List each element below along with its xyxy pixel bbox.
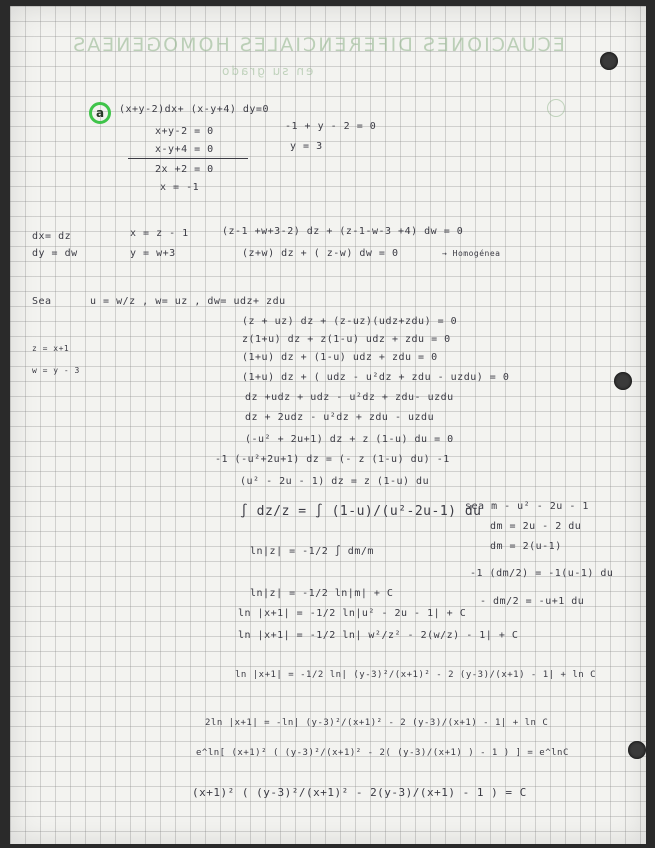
margin-z: z = x+1	[32, 344, 70, 353]
sea-definition: u = w/z , w= uz , dw= udz+ zdu	[90, 296, 286, 307]
side-line-3: dm = 2(u-1)	[490, 541, 562, 552]
problem-label: a	[95, 106, 105, 120]
work-line-6: dz + 2udz - u²dz + zdu - uzdu	[245, 412, 435, 423]
work-line-7: (-u² + 2u+1) dz + z (1-u) du = 0	[245, 434, 454, 445]
bleed-through-circle	[547, 99, 565, 117]
work-line-15: ln |x+1| = -1/2 ln| (y-3)²/(x+1)² - 2 (y-3)/(x+1) - 1| + ln C	[235, 670, 597, 680]
subst-x: x = z - 1	[130, 228, 189, 239]
work-line-17: e^ln[ (x+1)² ( (y-3)²/(x+1)² - 2( (y-3)/(x+1) ) - 1 ) ] = e^lnC	[196, 748, 569, 758]
side-line-5: - dm/2 = -u+1 du	[480, 596, 585, 607]
bleed-through-subtitle: en su grado	[220, 64, 314, 78]
subst-simplified: (z+w) dz + ( z-w) dw = 0	[242, 248, 399, 259]
margin-w: w = y - 3	[32, 366, 80, 375]
system-line-3: 2x +2 = 0	[155, 164, 214, 175]
side-line-1: sea m - u² - 2u - 1	[465, 501, 589, 512]
subst-equation: (z-1 +w+3-2) dz + (z-1-w-3 +4) dw = 0	[222, 226, 464, 237]
system-line-4: x = -1	[160, 182, 200, 193]
subst-y: y = w+3	[130, 248, 176, 259]
work-line-3: (1+u) dz + (1-u) udz + zdu = 0	[242, 352, 438, 363]
punch-hole-bottom	[628, 741, 646, 759]
work-line-4: (1+u) dz + ( udz - u²dz + zdu - uzdu) = 0	[242, 372, 510, 383]
punch-hole-top	[600, 52, 618, 70]
system-right-2: y = 3	[290, 141, 323, 152]
side-line-4: -1 (dm/2) = -1(u-1) du	[470, 568, 614, 579]
subst-dx: dx= dz	[32, 231, 72, 242]
work-line-18: (x+1)² ( (y-3)²/(x+1)² - 2(y-3)/(x+1) - 1 ) = C	[192, 786, 527, 799]
problem-equation: (x+y-2)dx+ (x-y+4) dy=0	[119, 104, 269, 115]
work-line-5: dz +udz + udz - u²dz + zdu- uzdu	[245, 392, 454, 403]
work-line-2: z(1+u) dz + z(1-u) udz + zdu = 0	[242, 334, 451, 345]
work-line-10: ∫ dz/z = ∫ (1-u)/(u²-2u-1) du	[240, 504, 482, 519]
problem-label-circle	[89, 102, 111, 124]
system-line-2: x-y+4 = 0	[155, 144, 214, 155]
homogeneous-note: → Homogénea	[442, 249, 501, 258]
system-right-1: -1 + y - 2 = 0	[285, 121, 377, 132]
work-line-1: (z + uz) dz + (z-uz)(udz+zdu) = 0	[242, 316, 458, 327]
notebook-page	[10, 6, 646, 844]
work-line-9: (u² - 2u - 1) dz = z (1-u) du	[240, 476, 430, 487]
punch-hole-middle	[614, 372, 632, 390]
work-line-13: ln |x+1| = -1/2 ln|u² - 2u - 1| + C	[238, 608, 467, 619]
work-line-8: -1 (-u²+2u+1) dz = (- z (1-u) du) -1	[215, 454, 450, 465]
bleed-through-title: ECUACIONES DIFERENCIALES HOMOGENEAS	[71, 34, 565, 56]
sea-label: Sea	[32, 296, 52, 307]
work-line-14: ln |x+1| = -1/2 ln| w²/z² - 2(w/z) - 1| + C	[238, 630, 519, 641]
side-line-2: dm = 2u - 2 du	[490, 521, 582, 532]
work-line-12: ln|z| = -1/2 ln|m| + C	[250, 588, 394, 599]
work-line-11: ln|z| = -1/2 ∫ dm/m	[250, 546, 374, 557]
system-sum-rule	[128, 158, 248, 159]
work-line-16: 2ln |x+1| = -ln| (y-3)²/(x+1)² - 2 (y-3)/(x+1) - 1| + ln C	[205, 718, 549, 728]
system-line-1: x+y-2 = 0	[155, 126, 214, 137]
subst-dy: dy = dw	[32, 248, 78, 259]
